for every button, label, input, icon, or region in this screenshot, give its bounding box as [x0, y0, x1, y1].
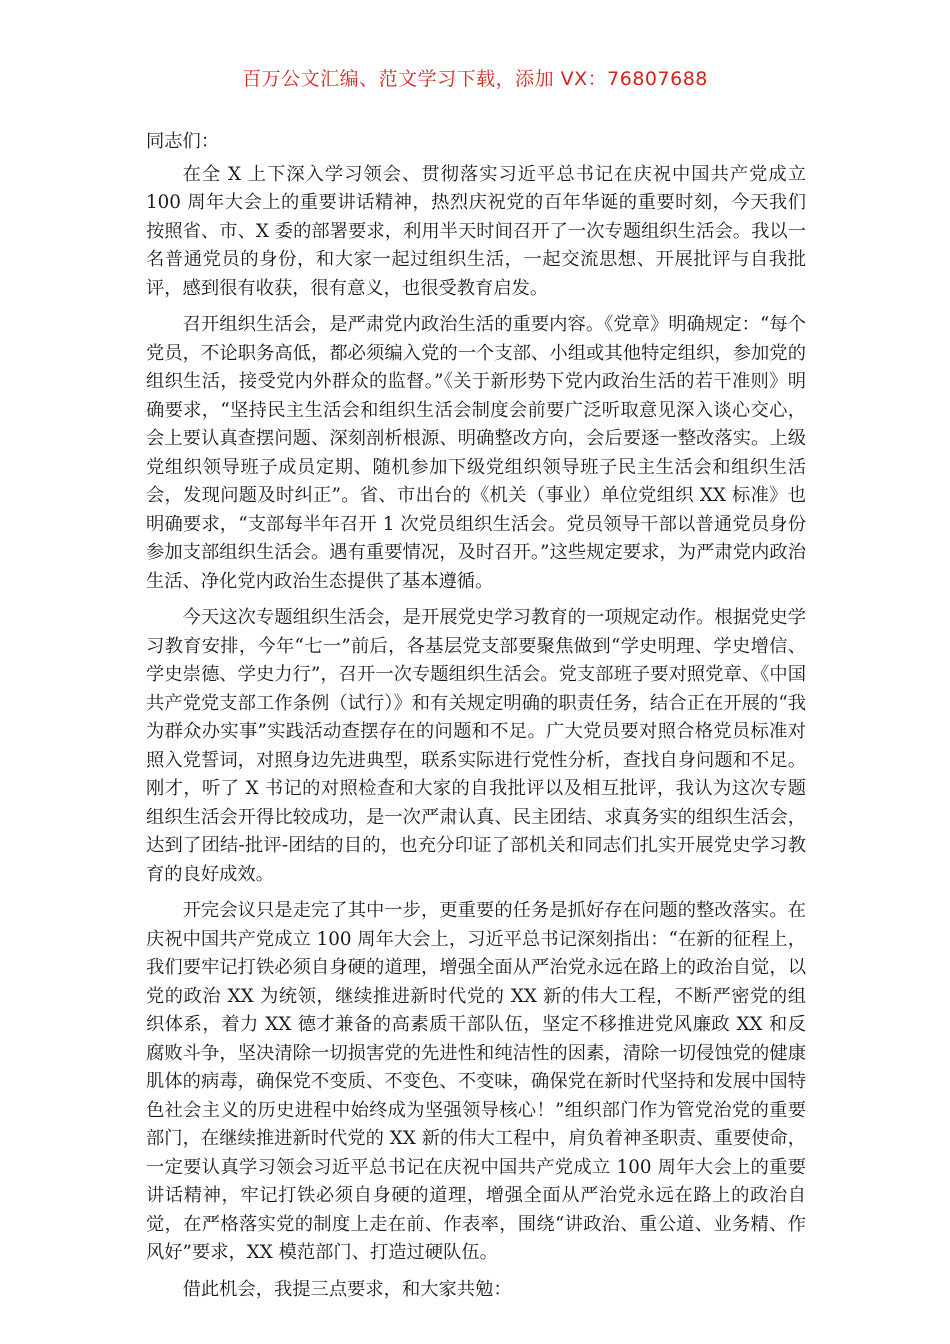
- paragraph-4: 开完会议只是走完了其中一步，更重要的任务是抓好存在问题的整改落实。在庆祝中国共产党成立 100 周年大会上，习近平总书记深刻指出：“在新的征程上，我们要牢记打铁必须自身硬的道理，增强全面从严治党永远在路上的政治自觉，以党的政治 XX 为统领，继续推进新时代党的 XX 新的伟大工程，不断严密党的组织体系，着力 XX 德才兼备的高素质干部队伍，坚定不移推进党风廉政 XX 和反腐败斗争，坚决清除一切损害党的先进性和纯洁性的因素，清除一切侵蚀党的健康肌体的病毒，确保党不变质、不变色、不变味，确保党在新时代坚持和发展中国特色社会主义的历史进程中始终成为坚强领导核心！”组织部门作为管党治党的重要部门，在继续推进新时代党的 XX 新的伟大工程中，肩负着神圣职责、重要使命，一定要认真学习领会习近平总书记在庆祝中国共产党成立 100 周年大会上的重要讲话精神，牢记打铁必须自身硬的道理，增强全面从严治党永远在路上的政治自觉，在严格落实党的制度上走在前、作表率，围绕“讲政治、重公道、业务精、作风好”要求，XX 模范部门、打造过硬队伍。: [146, 900, 806, 1263]
- paragraph-2: 召开组织生活会，是严肃党内政治生活的重要内容。《党章》明确规定：“每个党员，不论职务高低，都必须编入党的一个支部、小组或其他特定组织，参加党的组织生活，接受党内外群众的监督。”《关于新形势下党内政治生活的若干准则》明确要求，“坚持民主生活会和组织生活会制度会前要广泛听取意见深入谈心交心，会上要认真查摆问题、深刻剖析根源、明确整改方向，会后要逐一整改落实。上级党组织领导班子成员定期、随机参加下级党组织领导班子民主生活会和组织生活会，发现问题及时纠正”。省、市出台的《机关（事业）单位党组织 XX 标准》也明确要求，“支部每半年召开 1 次党员组织生活会。党员领导干部以普通党员身份参加支部组织生活会。遇有重要情况，及时召开。”这些规定要求，为严肃党内政治生活、净化党内政治生态提供了基本遵循。: [146, 314, 806, 592]
- document-body: [146, 128, 806, 1312]
- greeting: 同志们：: [146, 131, 220, 152]
- header-banner: 百万公文汇编、范文学习下载，添加 VX：76807688: [242, 68, 708, 90]
- paragraph-1: 在全 X 上下深入学习领会、贯彻落实习近平总书记在庆祝中国共产党成立 100 周年大会上的重要讲话精神，热烈庆祝党的百年华诞的重要时刻，今天我们按照省、市、X 委的部署要求，利用半天时间召开了一次专题组织生活会。我以一名普通党员的身份，和大家一起过组织生活，一起交流思想、开展批评与自我批评，感到很有收获，很有意义，也很受教育启发。: [146, 163, 806, 299]
- paragraph-3: 今天这次专题组织生活会，是开展党史学习教育的一项规定动作。根据党史学习教育安排，今年“七一”前后，各基层党支部要聚焦做到“学史明理、学史增信、学史崇德、学史力行”，召开一次专题组织生活会。党支部班子要对照党章、《中国共产党党支部工作条例（试行）》和有关规定明确的职责任务，结合正在开展的“我为群众办实事”实践活动查摆存在的问题和不足。广大党员要对照合格党员标准对照入党誓词，对照身边先进典型，联系实际进行党性分析，查找自身问题和不足。刚才，听了 X 书记的对照检查和大家的自我批评以及相互批评，我认为这次专题组织生活会开得比较成功，是一次严肃认真、民主团结、求真务实的组织生活会，达到了团结-批评-团结的目的，也充分印证了部机关和同志们扎实开展党史学习教育的良好成效。: [146, 607, 806, 885]
- paragraph-5: 借此机会，我提三点要求，和大家共勉：: [182, 1278, 512, 1300]
